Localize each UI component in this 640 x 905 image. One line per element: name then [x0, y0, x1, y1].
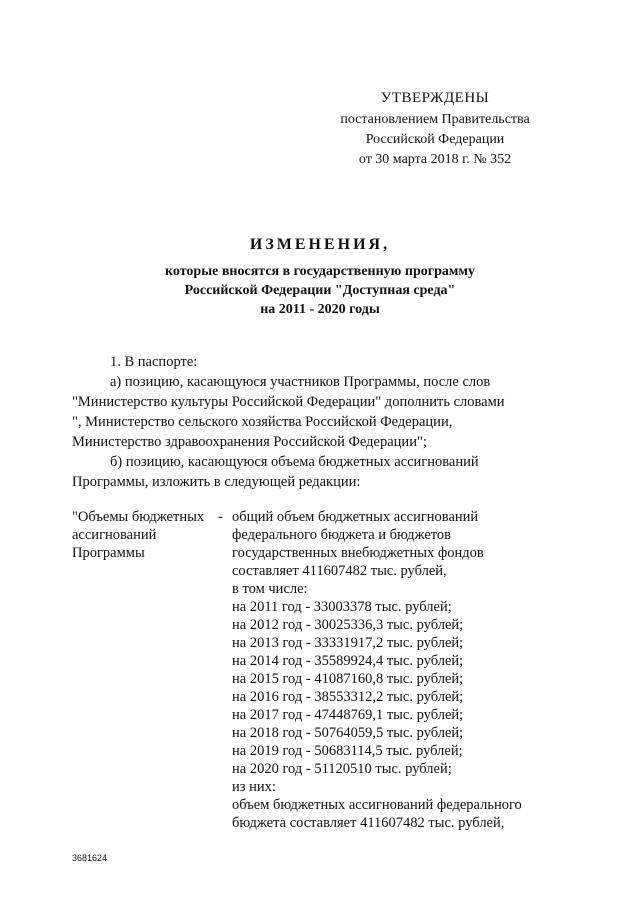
volumes-line: на 2016 год - 38553312,2 тыс. рублей; [232, 689, 464, 705]
item-1-heading: 1. В паспорте: [110, 354, 198, 370]
approval-stamp [330, 88, 540, 170]
approval-line-3: от 30 марта 2018 г. № 352 [358, 152, 512, 167]
approval-line-1: постановлением Правительства [340, 112, 530, 127]
volumes-label-line: "Объемы бюджетных [72, 509, 205, 525]
volumes-line: общий объем бюджетных ассигнований [232, 509, 479, 525]
volumes-line: на 2018 год - 50764059,5 тыс. рублей; [232, 725, 464, 741]
volumes-line: на 2020 год - 51120510 тыс. рублей; [232, 761, 452, 777]
para-b-line-1: б) позицию, касающуюся объема бюджетных ассигнований [110, 454, 479, 470]
volumes-line: на 2017 год - 47448769,1 тыс. рублей; [232, 707, 464, 723]
approval-line-2: Российской Федерации [365, 132, 505, 147]
para-b-line-2: Программы, изложить в следующей редакции: [72, 474, 361, 490]
volumes-line: объем бюджетных ассигнований федерального [232, 797, 522, 813]
volumes-line: в том числе: [232, 581, 308, 597]
volumes-label [72, 508, 232, 562]
title-main: ИЗМЕНЕНИЯ, [249, 236, 391, 253]
volumes-label-line: ассигнований [72, 527, 157, 543]
volumes-label-line: Программы [72, 545, 145, 561]
title-line-1: которые вносятся в государственную программу [165, 264, 475, 279]
volumes-line: на 2014 год - 35589924,4 тыс. рублей; [232, 653, 464, 669]
volumes-dash: - [218, 509, 223, 525]
volumes-line: на 2019 год - 50683114,5 тыс. рублей; [232, 743, 463, 759]
volumes-line: бюджета составляет 411607482 тыс. рублей, [232, 815, 505, 831]
volumes-line: на 2012 год - 30025336,3 тыс. рублей; [232, 617, 464, 633]
document-code: 3681624 [72, 853, 108, 863]
title-line-3: на 2011 - 2020 годы [260, 302, 380, 317]
document-body [72, 352, 568, 492]
para-a-line-2: "Министерство культуры Российской Федерации" дополнить словами [72, 394, 505, 410]
para-a-line-1: а) позицию, касающуюся участников Программы, после слов [110, 374, 491, 390]
document-title [70, 234, 570, 319]
volumes-line: на 2015 год - 41087160,8 тыс. рублей; [232, 671, 464, 687]
title-line-2: Российской Федерации "Доступная среда" [184, 283, 456, 298]
para-a-line-3: ", Министерство сельского хозяйства Российской Федерации, [72, 414, 453, 430]
volumes-line: составляет 411607482 тыс. рублей, [232, 563, 447, 579]
volumes-line: федерального бюджета и бюджетов [232, 527, 452, 543]
volumes-line: государственных внебюджетных фондов [232, 545, 484, 561]
volumes-line: на 2011 год - 33003378 тыс. рублей; [232, 599, 452, 615]
volumes-content [232, 508, 568, 832]
para-a-line-4: Министерство здравоохранения Российской Федерации"; [72, 434, 427, 450]
volumes-line: из них: [232, 779, 276, 795]
volumes-line: на 2013 год - 33331917,2 тыс. рублей; [232, 635, 464, 651]
approval-heading: УТВЕРЖДЕНЫ [380, 90, 490, 106]
